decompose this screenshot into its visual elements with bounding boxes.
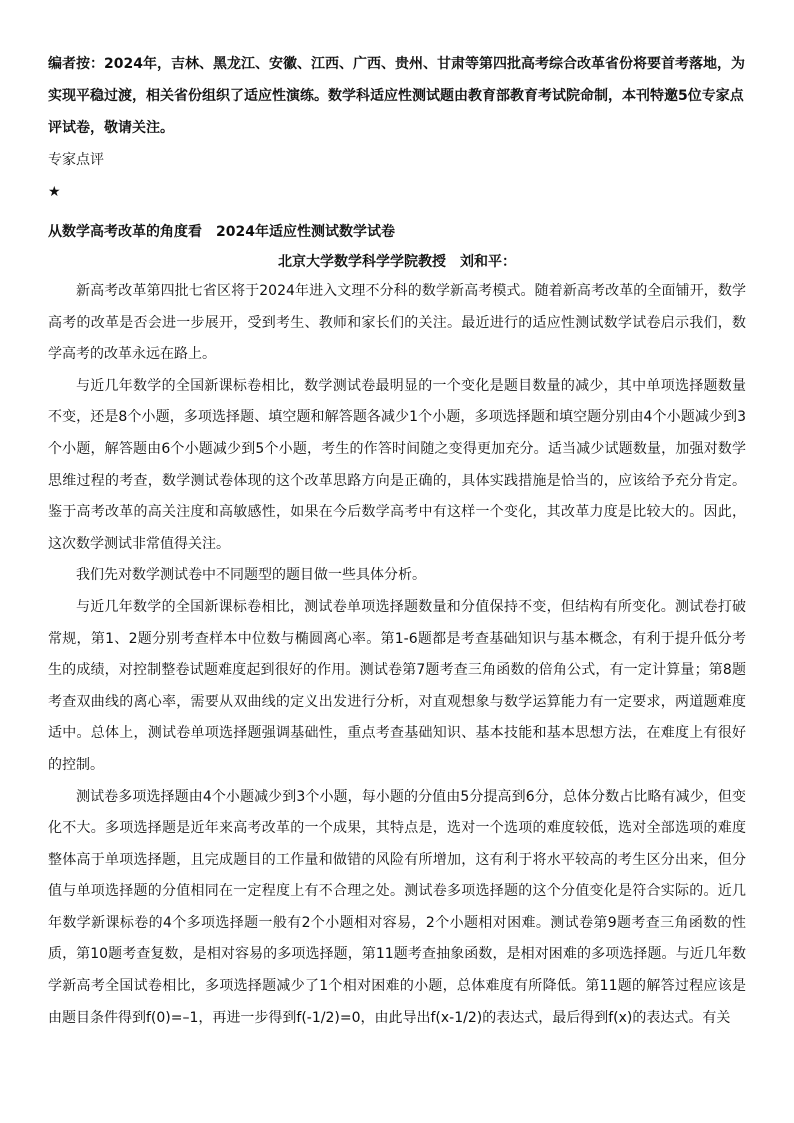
star-icon: ★ xyxy=(48,184,61,200)
body-paragraph-1: 新高考改革第四批七省区将于2024年进入文理不分科的数学新高考模式。随着新高考改革的全面铺开，数学高考的改革是否会进一步展开，受到考生、教师和家长们的关注。最近进行的适应性测试数学试卷启示我们，数学高考的改革永远在路上。 xyxy=(48,283,746,363)
section-label: 专家点评 xyxy=(48,152,104,168)
article-author: 北京大学数学科学学院教授 刘和平： xyxy=(278,254,516,270)
body-paragraph-2: 与近几年数学的全国新课标卷相比，数学测试卷最明显的一个变化是题目数量的减少，其中单项选择题数量不变，还是8个小题，多项选择题、填空题和解答题各减少1个小题，多项选择题和填空题分别由4个小题减少到3个小题，解答题由6个小题减少到5个小题，考生的作答时间随之变得更加充分。适当减少试题数量，加强对数学思维过程的考查，数学测试卷体现的这个改革思路方向是正确的，具体实践措施是恰当的，应该给予充分肯定。鉴于高考改革的高关注度和高敏感性，如果在今后数学高考中有这样一个变化，其改革力度是比较大的。因此，这次数学测试非常值得关注。 xyxy=(48,377,746,552)
document-page xyxy=(48,48,746,1034)
article-title: 从数学高考改革的角度看 2024年适应性测试数学试卷 xyxy=(48,224,395,240)
body-paragraph-3: 我们先对数学测试卷中不同题型的题目做一些具体分析。 xyxy=(76,567,426,584)
editor-note: 编者按：2024年，吉林、黑龙江、安徽、江西、广西、贵州、甘肃等第四批高考综合改革省份将要首考落地，为实现平稳过渡，相关省份组织了适应性演练。数学科适应性测试题由教育部教育考试院命制，本刊特邀5位专家点评试卷，敬请关注。 xyxy=(48,56,745,136)
body-paragraph-5: 测试卷多项选择题由4个小题减少到3个小题，每小题的分值由5分提高到6分，总体分数占比略有减少，但变化不大。多项选择题是近年来高考改革的一个成果，其特点是，选对一个选项的难度较低，选对全部选项的难度整体高于单项选择题，且完成题目的工作量和做错的风险有所增加，这有利于将水平较高的考生区分出来，但分值与单项选择题的分值相同在一定程度上有不合理之处。测试卷多项选择题的这个分值变化是符合实际的。近几年数学新课标卷的4个多项选择题一般有2个小题相对容易，2个小题相对困难。测试卷第9题考查三角函数的性质，第10题考查复数，是相对容易的多项选择题，第11题考查抽象函数，是相对困难的多项选择题。与近几年数学新高考全国试卷相比，多项选择题减少了1个相对困难的小题，总体难度有所降低。第11题的解答过程应该是由题目条件得到f(0)=–1，再进一步得到f(-1/2)=0，由此导出f(x-1/2)的表达式，最后得到f(x)的表达式。有关 xyxy=(48,788,746,1026)
body-paragraph-4: 与近几年数学的全国新课标卷相比，测试卷单项选择题数量和分值保持不变，但结构有所变化。测试卷打破常规，第1、2题分别考查样本中位数与椭圆离心率。第1-6题都是考查基础知识与基本概念，有利于提升低分考生的成绩，对控制整卷试题难度起到很好的作用。测试卷第7题考查三角函数的倍角公式，有一定计算量；第8题考查双曲线的离心率，需要从双曲线的定义出发进行分析，对直观想象与数学运算能力有一定要求，两道题难度适中。总体上，测试卷单项选择题强调基础性，重点考查基础知识、基本技能和基本思想方法，在难度上有很好的控制。 xyxy=(48,598,746,773)
